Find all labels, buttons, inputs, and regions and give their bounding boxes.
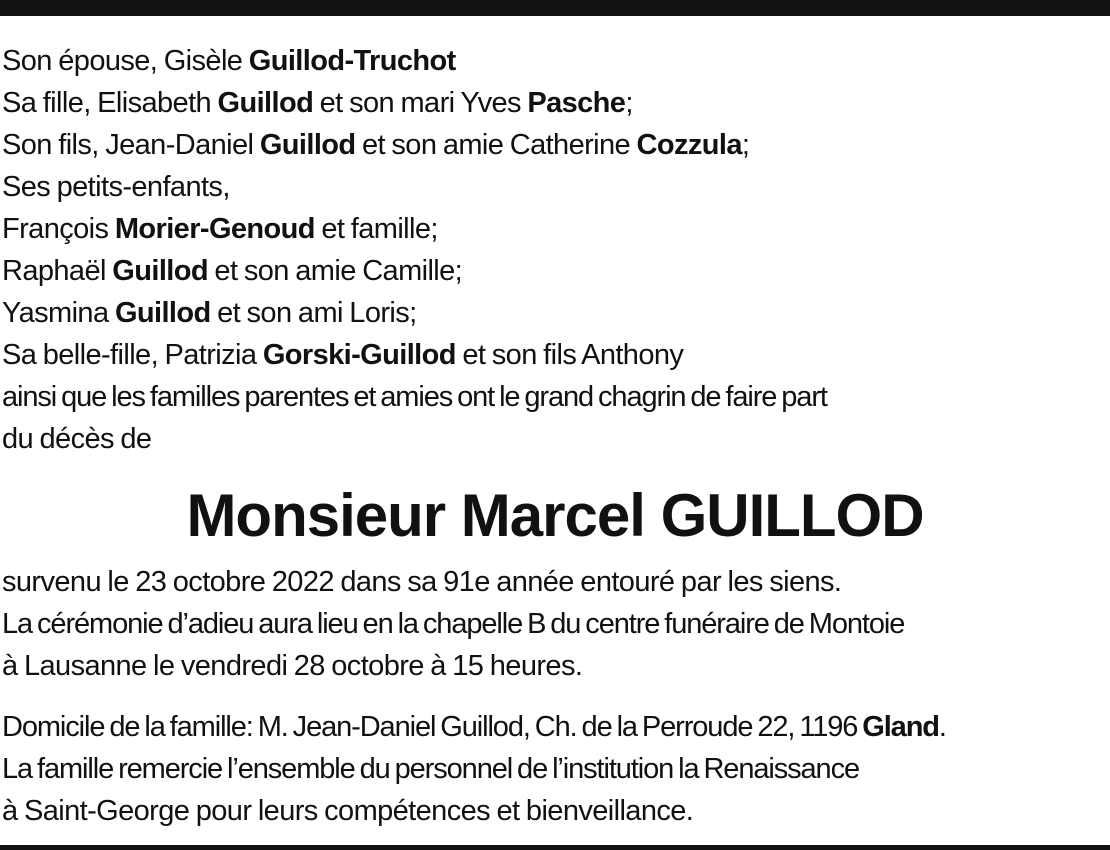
announcement-line-end: du décès de [2,423,152,455]
top-border [0,0,1110,16]
announcement-line: ainsi que les familles parentes et amies ont le grand chagrin de faire part [2,381,827,413]
deceased-name: Monsieur Marcel GUILLOD [186,482,924,549]
ceremony-line-end: à Lausanne le vendredi 28 octobre à 15 heures. [2,650,583,682]
family-line-daughter-in-law: Sa belle-fille, Patrizia Gorski-Guillod et son fils Anthony [2,339,684,371]
thanks-line: La famille remercie l’ensemble du personnel de l’institution la Renaissance [2,753,860,785]
family-line-daughter: Sa fille, Elisabeth Guillod et son mari Yves Pasche; [2,87,633,119]
family-list [2,40,1108,460]
family-contact [2,706,1108,832]
bottom-border [0,845,1110,850]
ceremony-line: La cérémonie d’adieu aura lieu en la chapelle B du centre funéraire de Montoie [2,608,905,640]
family-line-spouse: Son épouse, Gisèle Guillod-Truchot [2,45,456,77]
thanks-line-end: à Saint-George pour leurs compétences et bienveillance. [2,795,694,827]
family-line-raphael: Raphaël Guillod et son amie Camille; [2,255,463,287]
family-line-francois: François Morier-Genoud et famille; [2,213,438,245]
death-date-line: survenu le 23 octobre 2022 dans sa 91e année entouré par les siens. [2,566,842,598]
ceremony-details [2,561,1108,687]
domicile-line: Domicile de la famille: M. Jean-Daniel Guillod, Ch. de la Perroude 22, 1196 Gland. [2,711,946,743]
family-line-son: Son fils, Jean-Daniel Guillod et son amie Catherine Cozzula; [2,129,750,161]
family-line-grandchildren: Ses petits-enfants, [2,171,230,203]
family-line-yasmina: Yasmina Guillod et son ami Loris; [2,297,417,329]
